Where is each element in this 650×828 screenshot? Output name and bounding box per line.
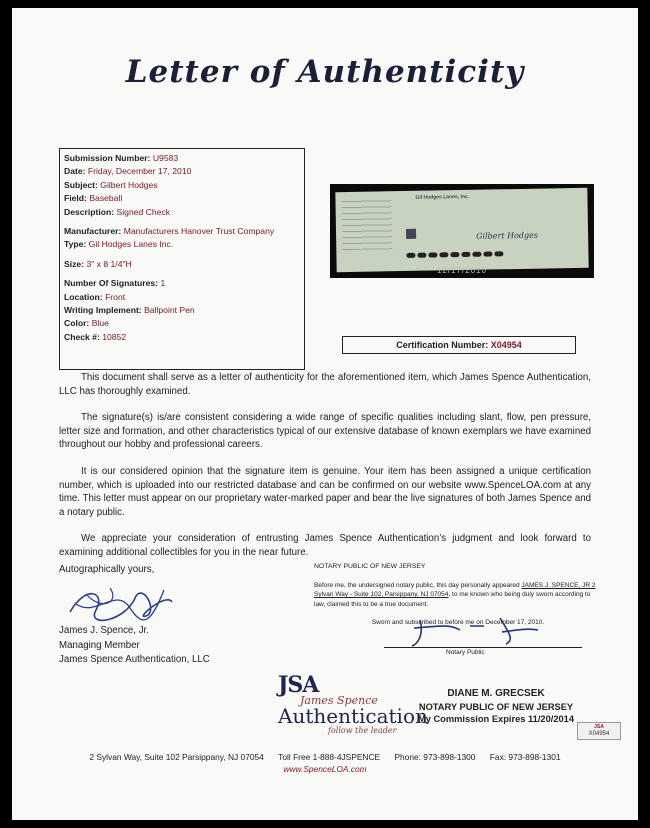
detail-row: Check #: 10852: [64, 331, 127, 342]
check-photo: [330, 184, 594, 278]
footer-phone: Phone: 973-898-1300: [394, 752, 476, 762]
check-stub-grid: [341, 199, 392, 250]
footer-tollfree: Toll Free 1-888-4JSPENCE: [278, 752, 381, 762]
page-title: Letter of Authenticity: [125, 54, 525, 90]
detail-row: Manufacturer: Manufacturers Hanover Trust Company: [64, 226, 275, 237]
footer-fax: Fax: 973-898-1301: [489, 752, 561, 762]
logo-jsa: JSA: [278, 672, 319, 698]
detail-row: Description: Signed Check: [64, 206, 171, 217]
check-document: [335, 188, 588, 272]
paragraph: It is our considered opinion that the signature item is genuine. Your item has been assigned a unique certification number, which is uploaded into our restricted database and can be confirmed on our website www.SpenceLOA.com at any time. This letter must appear on our proprietary water-marked paper and bear the live signatures of both James Spence and a notary public.: [59, 465, 591, 518]
stamp-title: NOTARY PUBLIC OF NEW JERSEY: [418, 701, 574, 712]
detail-row: Number Of Signatures: 1: [64, 278, 166, 289]
notary-statement: Before me, the undersigned notary public, this day personally appeared JAMES J. SPENCE, JR 2 Sylvan Way - Suite 102, Parsippany, NJ 07054, to me known who being duly sworn according to law, claimed this to be a true document.: [314, 581, 596, 608]
detail-row: Color: Blue: [64, 318, 109, 329]
letter-page: [12, 8, 638, 820]
hologram-sticker: [577, 722, 621, 740]
detail-row: Writing Implement: Ballpoint Pen: [64, 305, 195, 316]
stamp-name: DIANE M. GRECSEK: [447, 688, 545, 699]
submission-details-box: [59, 148, 305, 370]
paragraph: This document shall serve as a letter of authenticity for the aforementioned item, which James Spence Authentication, LLC has thoroughly examined.: [59, 372, 591, 397]
signatory-company: James Spence Authentication, LLC: [59, 654, 210, 665]
certification-number-box: [342, 336, 576, 354]
detail-row: Location: Front: [64, 291, 126, 302]
closing-salutation: Autographically yours,: [59, 564, 155, 575]
check-signature: Gilbert Hodges: [476, 230, 539, 241]
notary-signature: [410, 614, 540, 650]
notary-stamp: [416, 688, 576, 726]
bank-logo-icon: [406, 229, 416, 239]
notary-signature-label: Notary Public: [446, 649, 485, 656]
certification-label: Certification Number:: [396, 340, 489, 350]
hologram-brand: JSA: [594, 724, 604, 730]
detail-row: Size: 3" x 8 1/4"H: [64, 258, 132, 269]
letter-footer: [12, 752, 638, 774]
footer-address: 2 Sylvan Way, Suite 102 Parsippany, NJ 07054: [89, 752, 264, 762]
detail-row: Date: Friday, December 17, 2010: [64, 166, 192, 177]
detail-row: Field: Baseball: [64, 193, 123, 204]
logo-tagline: follow the leader: [328, 726, 397, 735]
detail-row: Subject: Gilbert Hodges: [64, 179, 158, 190]
paragraph: We appreciate your consideration of entrusting James Spence Authentication’s judgment and look forward to examining additional collectibles for you in the near future.: [59, 533, 591, 558]
footer-url[interactable]: www.SpenceLOA.com: [283, 764, 367, 774]
certification-value: X04954: [490, 340, 522, 350]
notary-signature-line: [384, 647, 582, 648]
signatory-name: James J. Spence, Jr.: [59, 625, 149, 636]
check-bank-name: Gil Hodges Lanes, Inc.: [415, 193, 470, 201]
micr-line: [406, 251, 505, 260]
detail-row: Submission Number: U9583: [64, 153, 179, 163]
jsa-logo: [278, 672, 428, 735]
james-spence-signature: [66, 582, 176, 626]
stamp-expiry: My Commission Expires 11/20/2014: [417, 714, 575, 724]
paragraph: The signature(s) is/are consistent considering a wide range of specific qualities including slant, flow, pen pressure, letter size and formation, and other characteristics typical of our extensive database of known exemplars we have examined throughout our hobby and professional careers.: [59, 412, 591, 451]
signatory-role: Managing Member: [59, 639, 140, 651]
notary-heading: NOTARY PUBLIC OF NEW JERSEY: [314, 563, 426, 570]
detail-row: Type: Gil Hodges Lanes Inc.: [64, 239, 174, 250]
letter-body: [59, 371, 591, 573]
hologram-number: X04954: [588, 731, 610, 737]
logo-authentication: Authentication: [278, 704, 428, 728]
logo-james-spence: James Spence: [300, 694, 378, 707]
signatory-block: [59, 624, 210, 668]
notary-sworn: Sworn and subscribed to before me on December 17, 2010.: [371, 619, 545, 627]
photo-date-stamp: 12/17/2010: [436, 266, 488, 275]
